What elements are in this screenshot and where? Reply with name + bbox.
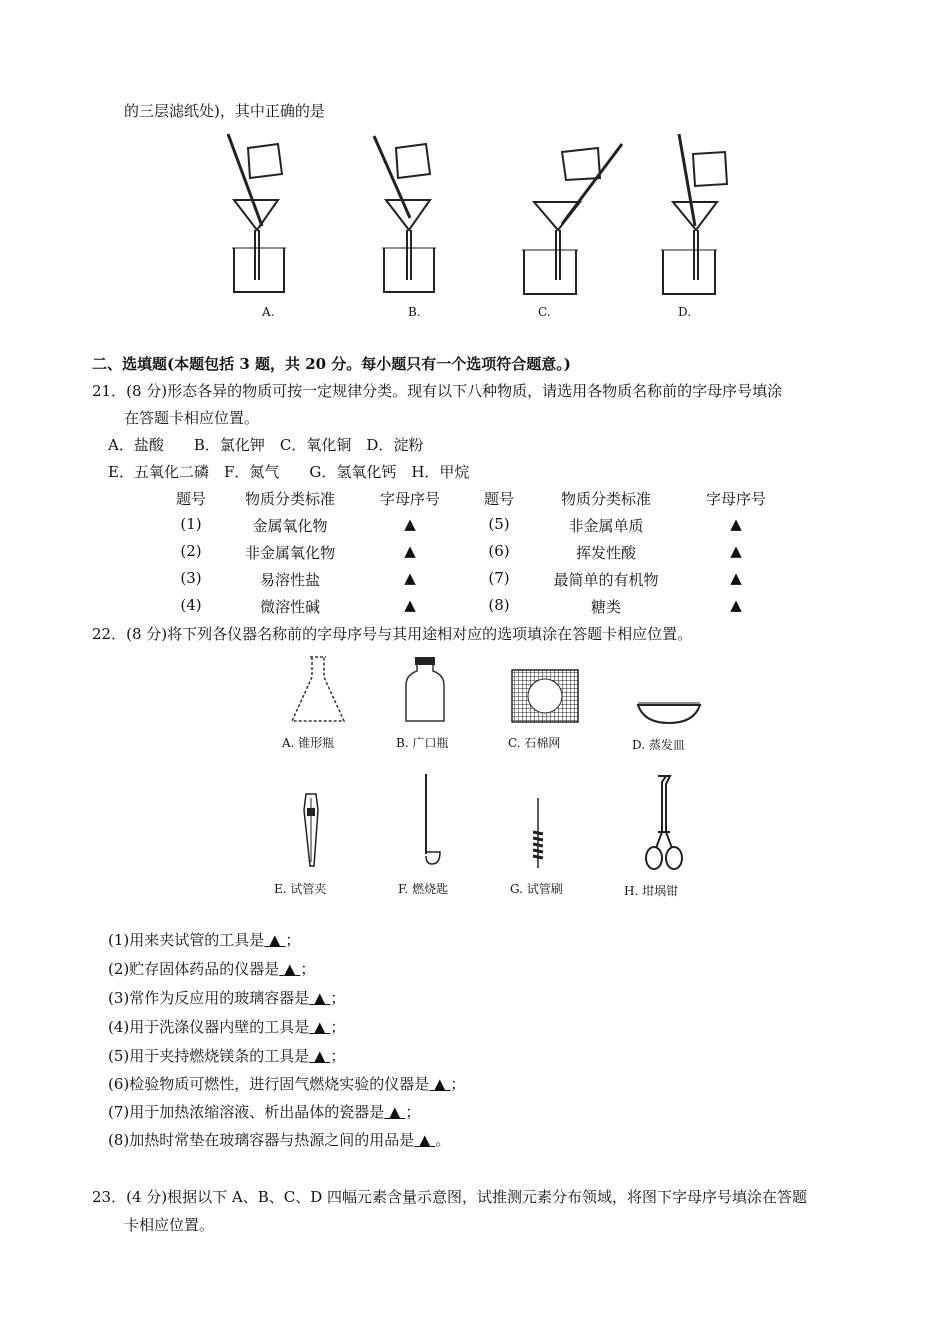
row-standard: 最简单的有机物 — [553, 571, 659, 589]
instrument-label-f: F. 燃烧匙 — [398, 882, 449, 896]
q22-item — [108, 1129, 450, 1150]
test-tube-holder-icon — [296, 790, 326, 870]
answer-blank[interactable]: ▲ — [730, 542, 742, 560]
asbestos-gauze-icon — [510, 668, 580, 724]
answer-blank[interactable]: ▲ — [314, 989, 326, 1007]
q21-stem-line2: 在答题卡相应位置。 — [124, 409, 260, 427]
filtration-setup-c — [520, 130, 630, 300]
answer-blank[interactable]: ▲ — [730, 569, 742, 587]
wide-mouth-bottle-icon — [400, 655, 450, 727]
q22-item — [108, 1045, 345, 1066]
table-header-no-2: 题号 — [483, 490, 514, 508]
q22-item-question: (1)用来夹试管的工具是 — [108, 931, 265, 949]
filtration-label-b: B. — [408, 305, 421, 319]
answer-blank[interactable]: ▲ — [389, 1103, 401, 1121]
instrument-label-h: H. 坩埚钳 — [624, 884, 679, 898]
q21-options-row1: A．盐酸 B．氯化钾 C．氧化铜 D．淀粉 — [108, 436, 424, 454]
section-heading: 二、选填题(本题包括 3 题，共 20 分。每小题只有一个选项符合题意。) — [92, 355, 571, 373]
q22-item-question: (5)用于夹持燃烧镁条的工具是 — [108, 1047, 310, 1065]
answer-blank[interactable]: ▲ — [730, 596, 742, 614]
instrument-label-e: E. 试管夹 — [274, 882, 327, 896]
q22-item — [108, 987, 345, 1008]
q20-tail-text: 的三层滤纸处)，其中正确的是 — [124, 102, 325, 120]
q22-item — [108, 958, 315, 979]
row-number: (1) — [180, 515, 202, 533]
table-header-letter-1: 字母序号 — [379, 490, 440, 508]
answer-blank[interactable]: ▲ — [419, 1131, 431, 1149]
table-header-letter-2: 字母序号 — [705, 490, 766, 508]
answer-blank[interactable]: ▲ — [314, 1047, 326, 1065]
table-header-standard-2: 物质分类标准 — [560, 490, 651, 508]
row-number: (3) — [180, 569, 202, 587]
evaporating-dish-icon — [636, 697, 702, 727]
row-standard: 微溶性碱 — [259, 598, 320, 616]
answer-blank[interactable]: ▲ — [434, 1075, 446, 1093]
q21-stem-line1: 21．(8 分)形态各异的物质可按一定规律分类。现有以下八种物质，请选用各物质名称前的字母序号填涂 — [92, 382, 783, 400]
row-number: (5) — [488, 515, 510, 533]
q22-item-end: ； — [285, 931, 301, 949]
row-standard: 易溶性盐 — [259, 571, 320, 589]
instrument-label-a: A. 锥形瓶 — [282, 736, 335, 750]
row-standard: 非金属单质 — [568, 517, 644, 535]
row-number: (2) — [180, 542, 202, 560]
answer-blank[interactable]: ▲ — [314, 1018, 326, 1036]
answer-blank[interactable]: ▲ — [404, 569, 416, 587]
q22-item-question: (6)检验物质可燃性，进行固气燃烧实验的仪器是 — [108, 1075, 430, 1093]
row-standard: 糖类 — [590, 598, 621, 616]
filtration-setup-a — [220, 130, 300, 300]
instrument-label-b: B. 广口瓶 — [396, 736, 449, 750]
row-standard: 非金属氧化物 — [244, 544, 335, 562]
q22-item-question: (4)用于洗涤仪器内壁的工具是 — [108, 1018, 310, 1036]
conical-flask-icon — [288, 655, 348, 727]
q22-item-end: ； — [450, 1075, 466, 1093]
test-tube-brush-icon — [528, 796, 548, 870]
q22-item — [108, 1101, 420, 1122]
row-number: (7) — [488, 569, 510, 587]
row-number: (4) — [180, 596, 202, 614]
q22-item-end: ； — [330, 1018, 346, 1036]
q23-stem-line2: 卡相应位置。 — [124, 1216, 215, 1234]
q22-item-question: (3)常作为反应用的玻璃容器是 — [108, 989, 310, 1007]
answer-blank[interactable]: ▲ — [404, 596, 416, 614]
answer-blank[interactable]: ▲ — [284, 960, 296, 978]
instrument-label-g: G. 试管刷 — [510, 882, 563, 896]
q22-item-end: 。 — [435, 1131, 451, 1149]
q22-item-question: (7)用于加热浓缩溶液、析出晶体的瓷器是 — [108, 1103, 385, 1121]
q21-options-row2: E．五氧化二磷 F．氮气 G．氢氧化钙 H．甲烷 — [108, 463, 470, 481]
q22-item-end: ； — [330, 989, 346, 1007]
q22-item — [108, 929, 300, 950]
q22-item — [108, 1073, 465, 1094]
row-number: (8) — [488, 596, 510, 614]
filtration-label-d: D. — [678, 305, 692, 319]
crucible-tongs-icon — [642, 772, 686, 874]
q22-item-end: ； — [405, 1103, 421, 1121]
row-standard: 挥发性酸 — [575, 544, 636, 562]
combustion-spoon-icon — [410, 772, 450, 868]
q22-item-question: (2)贮存固体药品的仪器是 — [108, 960, 280, 978]
answer-blank[interactable]: ▲ — [269, 931, 281, 949]
row-number: (6) — [488, 542, 510, 560]
row-standard: 金属氧化物 — [252, 517, 328, 535]
q22-item — [108, 1016, 345, 1037]
q22-item-end: ； — [300, 960, 316, 978]
q23-stem-line1: 23．(4 分)根据以下 A、B、C、D 四幅元素含量示意图，试推测元素分布领域，将图下字母序号填涂在答题 — [92, 1188, 808, 1206]
answer-blank[interactable]: ▲ — [730, 515, 742, 533]
filtration-label-c: C. — [538, 305, 551, 319]
q22-stem: 22．(8 分)将下列各仪器名称前的字母序号与其用途相对应的选项填涂在答题卡相应位置。 — [92, 625, 693, 643]
filtration-setup-b — [370, 130, 450, 300]
q22-item-end: ； — [330, 1047, 346, 1065]
q22-item-question: (8)加热时常垫在玻璃容器与热源之间的用品是 — [108, 1131, 415, 1149]
instrument-label-d: D. 蒸发皿 — [632, 738, 685, 752]
filtration-setup-d — [655, 130, 745, 300]
answer-blank[interactable]: ▲ — [404, 515, 416, 533]
table-header-standard-1: 物质分类标准 — [244, 490, 335, 508]
filtration-label-a: A. — [262, 305, 275, 319]
table-header-no-1: 题号 — [175, 490, 206, 508]
instrument-label-c: C. 石棉网 — [508, 736, 561, 750]
answer-blank[interactable]: ▲ — [404, 542, 416, 560]
